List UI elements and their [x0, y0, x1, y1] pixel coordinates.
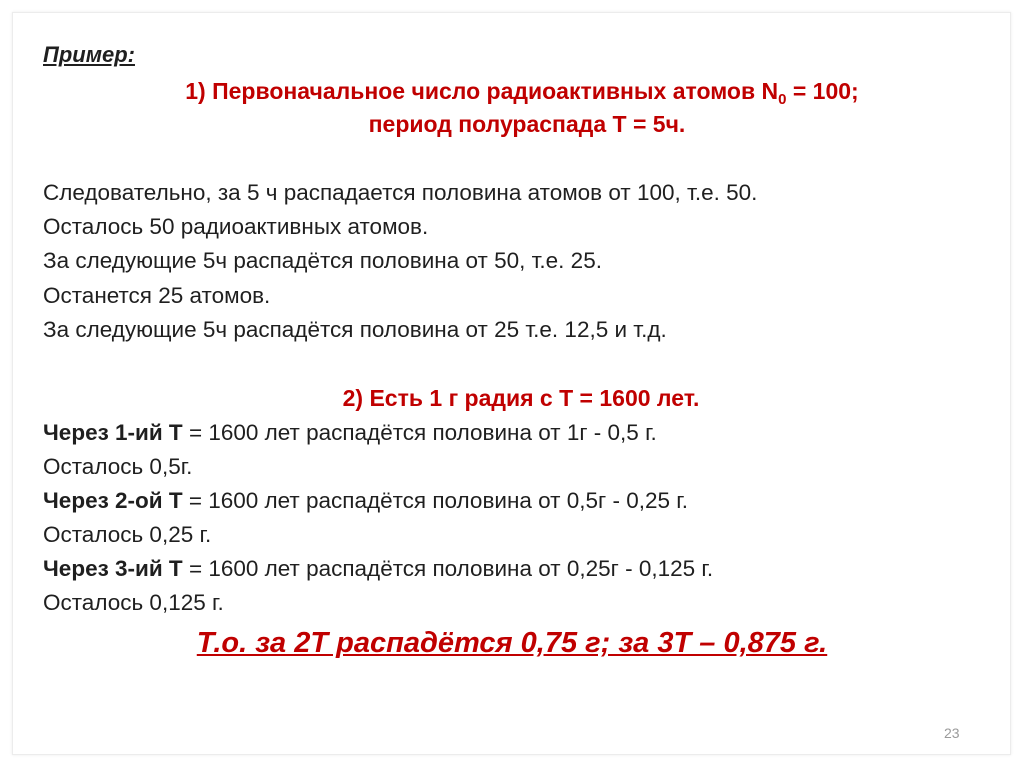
explanation-line: Останется 25 атомов.: [43, 283, 271, 308]
problem2-title: 2) Есть 1 г радия с Т = 1600 лет.: [342, 385, 700, 411]
problem1-text: 1) Первоначальное число радиоактивных атомов N: [185, 78, 779, 104]
explanation-line: За следующие 5ч распадётся половина от 25 т.е. 12,5 и т.д.: [43, 317, 667, 342]
step-text: = 1600 лет распадётся половина от 0,25г - 0,125 г.: [182, 556, 714, 581]
subscript-zero: 0: [778, 91, 787, 108]
step-label: Через 2-ой Т: [43, 488, 183, 513]
page-number: 23: [944, 725, 960, 741]
step-text: = 1600 лет распадётся половина от 1г - 0,5 г.: [182, 420, 657, 445]
conclusion: Т.о. за 2Т распадётся 0,75 г; за 3Т – 0,875 г.: [196, 627, 828, 659]
half-life-statement: период полураспада Т = 5ч.: [368, 111, 686, 137]
step-text: = 1600 лет распадётся половина от 0,5г - 0,25 г.: [182, 488, 688, 513]
step-line: [43, 488, 688, 514]
explanation-line: За следующие 5ч распадётся половина от 50, т.е. 25.: [43, 248, 602, 273]
example-heading: Пример:: [43, 42, 135, 67]
remaining-line: Осталось 0,25 г.: [43, 522, 212, 547]
explanation-line: Следовательно, за 5 ч распадается половина атомов от 100, т.е. 50.: [43, 180, 758, 205]
remaining-line: Осталось 0,5г.: [43, 454, 193, 479]
remaining-line: Осталось 0,125 г.: [43, 590, 224, 615]
step-line: [43, 556, 713, 582]
problem1-value: = 100;: [786, 78, 859, 104]
problem1-statement: [0, 78, 1024, 108]
step-line: [43, 420, 657, 446]
step-label: Через 1-ий Т: [43, 420, 183, 445]
explanation-line: Осталось 50 радиоактивных атомов.: [43, 214, 429, 239]
step-label: Через 3-ий Т: [43, 556, 183, 581]
